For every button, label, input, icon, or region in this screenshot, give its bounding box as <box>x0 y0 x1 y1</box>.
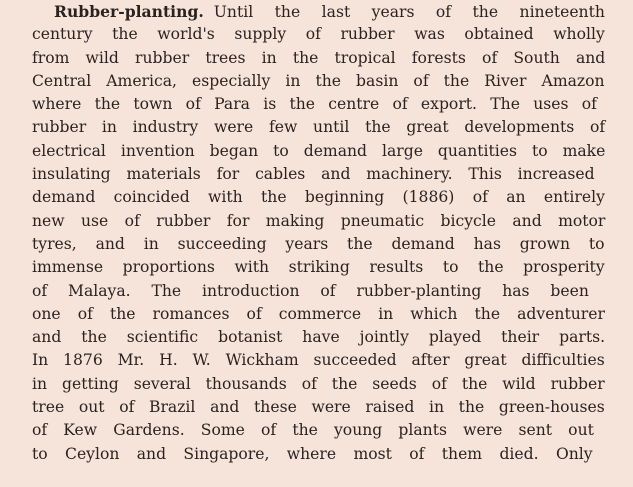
text-line: new use of rubber for making pneumatic bicycle and motor <box>32 211 606 230</box>
paragraph <box>32 0 605 466</box>
text-line: demand coincided with the beginning (1886) of an entirely <box>32 188 605 207</box>
text-line: immense proportions with striking results to the prosperity <box>32 258 605 277</box>
text-line: in getting several thousands of the seeds of the wild rubber <box>32 374 605 393</box>
text-line: and the scientific botanist have jointly played their parts. <box>32 328 606 347</box>
text-line: Central America, especially in the basin of the River Amazon <box>32 71 605 90</box>
text-line: tyres, and in succeeding years the demand has grown to <box>32 234 605 253</box>
text-line: insulating materials for cables and machinery. This increased <box>32 165 595 184</box>
text-line: electrical invention began to demand large quantities to make <box>32 141 606 160</box>
text-line: tree out of Brazil and these were raised in the green-houses <box>32 398 605 417</box>
text-line: century the world's supply of rubber was obtained wholly <box>32 25 605 44</box>
text-line: one of the romances of commerce in which the adventurer <box>32 304 605 323</box>
text-line: In 1876 Mr. H. W. Wickham succeeded after great difficulties <box>32 351 605 370</box>
text-line <box>32 0 605 23</box>
text-line: from wild rubber trees in the tropical forests of South and <box>32 48 606 67</box>
text-line: rubber in industry were few until the great developments of <box>32 118 606 137</box>
text-line: of Kew Gardens. Some of the young plants were sent out <box>32 421 594 440</box>
text-line: to Ceylon and Singapore, where most of them died. Only <box>32 444 593 463</box>
text-line: of Malaya. The introduction of rubber-planting has been <box>32 281 589 300</box>
text-line: where the town of Para is the centre of export. The uses of <box>32 95 597 114</box>
text-line-content: Until the last years of the nineteenth <box>213 3 605 21</box>
section-heading: Rubber-planting. <box>54 2 204 21</box>
